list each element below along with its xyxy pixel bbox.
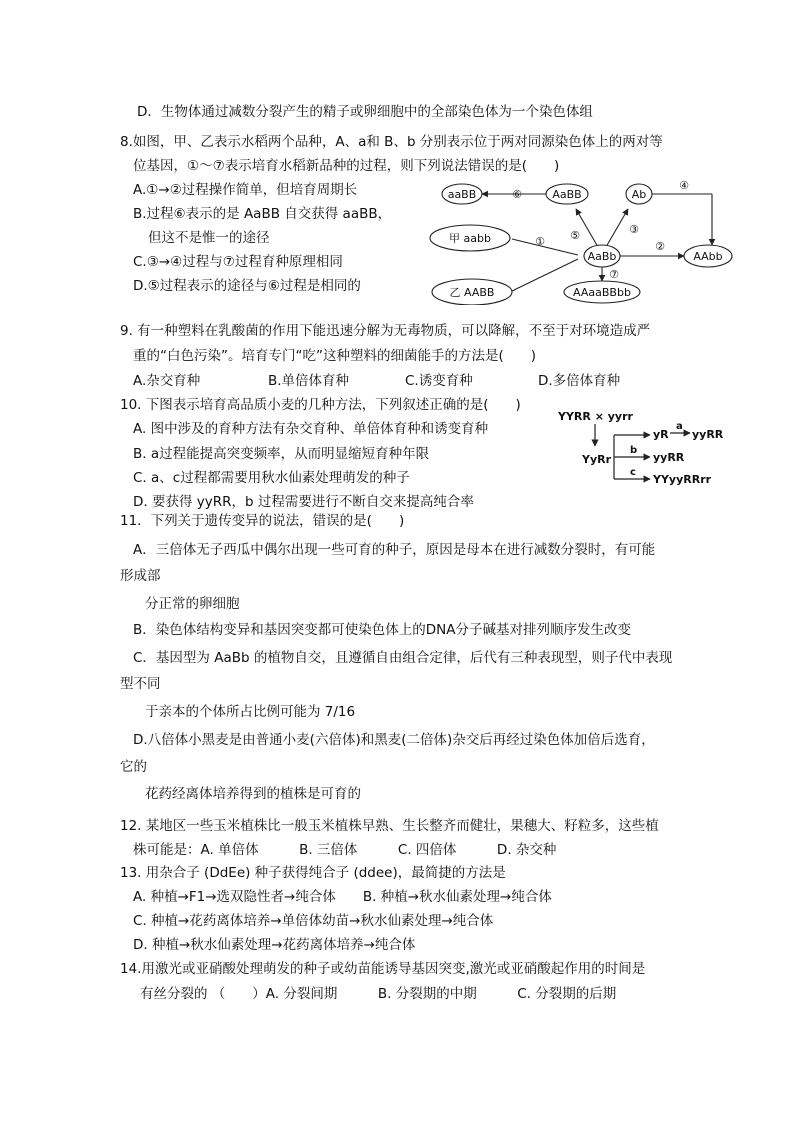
q11-option-d-line1: D.八倍体小黑麦是由普通小麦(六倍体)和黑麦(二倍体)杂交后再经过染色体加倍后选育， xyxy=(133,732,655,748)
q13-stem: 13. 用杂合子 (DdEe) 种子获得纯合子 (ddee)，最简捷的方法是 xyxy=(120,865,506,881)
q14-stem-line2: 有丝分裂的 （ ）A. 分裂间期 B. 分裂期的中期 C. 分裂期的后期 xyxy=(140,986,617,1002)
product-YYyyRRrr: YYyyRRrr xyxy=(653,473,712,486)
q10-option-d: D. 要获得 yyRR，b 过程需要进行不断自交来提高纯合率 xyxy=(133,494,474,510)
node-aaBB: aaBB xyxy=(447,188,477,201)
label-a: a xyxy=(676,421,683,432)
q12-stem-line2: 株可能是：A. 单倍体 B. 三倍体 C. 四倍体 D. 杂交种 xyxy=(133,842,557,858)
cross-parents: YYRR × yyrr xyxy=(558,410,633,423)
label-step1: ① xyxy=(535,235,545,248)
q10-stem: 10. 下图表示培育高品质小麦的几种方法，下列叙述正确的是( ) xyxy=(120,397,521,413)
label-step3: ③ xyxy=(629,223,639,236)
q11-option-a-line2: 形成部 xyxy=(120,568,161,584)
q10-option-c: C. a、c过程都需要用秋水仙素处理萌发的种子 xyxy=(133,470,410,486)
q11-option-d-line3: 花药经离体培养得到的植株是可育的 xyxy=(145,786,361,802)
q13-option-c: C. 种植→花药离体培养→单倍体幼苗→秋水仙素处理→纯合体 xyxy=(133,913,494,929)
node-jia: 甲 aabb xyxy=(449,232,491,245)
label-step7: ⑦ xyxy=(609,268,619,281)
q9-stem-line1: 9. 有一种塑料在乳酸菌的作用下能迅速分解为无毒物质，可以降解，不至于对环境造成严 xyxy=(120,323,651,339)
node-Ab: Ab xyxy=(631,188,647,201)
q9-option-c: C.诱变育种 xyxy=(405,373,473,389)
q8-option-a: A.①→②过程操作简单，但培育周期长 xyxy=(133,182,358,198)
q8-option-b-line2: 但这不是惟一的途径 xyxy=(148,230,270,246)
q8-option-b-line1: B.过程⑥表示的是 AaBB 自交获得 aaBB， xyxy=(133,206,392,222)
product-yyRR-b: yyRR xyxy=(653,451,685,464)
q11-option-a-line1: A．三倍体无子西瓜中偶尔出现一些可育的种子，原因是母本在进行减数分裂时，有可能 xyxy=(133,542,656,558)
q10-option-a: A. 图中涉及的育种方法有杂交育种、单倍体育种和诱变育种 xyxy=(133,421,489,437)
label-c: c xyxy=(630,467,636,478)
q9-option-d: D.多倍体育种 xyxy=(538,373,621,389)
node-AaBB: AaBB xyxy=(552,188,582,201)
product-yR: yR xyxy=(653,428,669,441)
q8-breeding-diagram xyxy=(420,175,750,305)
q11-stem: 11．下列关于遗传变异的说法，错误的是( ) xyxy=(120,513,405,529)
f1-YyRr: YyRr xyxy=(582,453,612,466)
product-yyRR-a: yyRR xyxy=(692,428,724,441)
q12-stem-line1: 12. 某地区一些玉米植株比一般玉米植株早熟、生长整齐而健壮，果穗大、籽粒多，这些植 xyxy=(120,818,659,834)
node-AaBb: AaBb xyxy=(587,250,617,263)
q10-option-b: B. a过程能提高突变频率，从而明显缩短育种年限 xyxy=(133,446,430,462)
q8-option-c: C.③→④过程与⑦过程育种原理相同 xyxy=(133,254,343,270)
q14-stem-line1: 14.用激光或亚硝酸处理萌发的种子或幼苗能诱导基因突变,激光或亚硝酸起作用的时间是 xyxy=(120,961,646,977)
q13-options-ab: A. 种植→F1→选双隐性者→纯合体 B. 种植→秋水仙素处理→纯合体 xyxy=(133,889,552,905)
label-step2: ② xyxy=(655,240,665,253)
q13-option-d: D. 种植→秋水仙素处理→花药离体培养→纯合体 xyxy=(133,937,416,953)
label-step4: ④ xyxy=(679,179,689,192)
node-AAaaBBbb: AAaaBBbb xyxy=(573,286,631,299)
q11-option-c-line1: C．基因型为 AaBb 的植物自交，且遵循自由组合定律，后代有三种表现型，则子代中表现 xyxy=(133,650,673,666)
label-step6: ⑥ xyxy=(512,188,522,201)
q7-option-d: D．生物体通过减数分裂产生的精子或卵细胞中的全部染色体为一个染色体组 xyxy=(137,104,593,120)
q11-option-c-line3: 于亲本的个体所占比例可能为 7/16 xyxy=(145,704,356,720)
node-yi: 乙 AABB xyxy=(449,286,495,299)
q8-stem-line1: 8.如图，甲、乙表示水稻两个品种，A、a和 B、b 分别表示位于两对同源染色体上的两对等 xyxy=(120,134,663,150)
q11-option-d-line2: 它的 xyxy=(120,759,147,775)
label-step5: ⑤ xyxy=(570,229,580,242)
q8-stem-line2: 位基因，①～⑦表示培育水稻新品种的过程，则下列说法错误的是( ) xyxy=(133,158,560,174)
q9-stem-line2: 重的“白色污染”。培育专门“吃”这种塑料的细菌能手的方法是( ) xyxy=(133,348,537,364)
q11-option-c-line2: 型不同 xyxy=(120,676,161,692)
q8-option-d: D.⑤过程表示的途径与⑥过程是相同的 xyxy=(133,278,361,294)
node-AAbb: AAbb xyxy=(693,250,723,263)
q11-option-a-line3: 分正常的卵细胞 xyxy=(145,596,240,612)
q9-option-a: A.杂交育种 xyxy=(133,373,201,389)
q9-option-b: B.单倍体育种 xyxy=(268,373,350,389)
label-b: b xyxy=(630,445,638,456)
q11-option-b: B．染色体结构变异和基因突变都可使染色体上的DNA分子碱基对排列顺序发生改变 xyxy=(133,622,631,638)
q10-wheat-breeding-diagram xyxy=(552,407,732,487)
